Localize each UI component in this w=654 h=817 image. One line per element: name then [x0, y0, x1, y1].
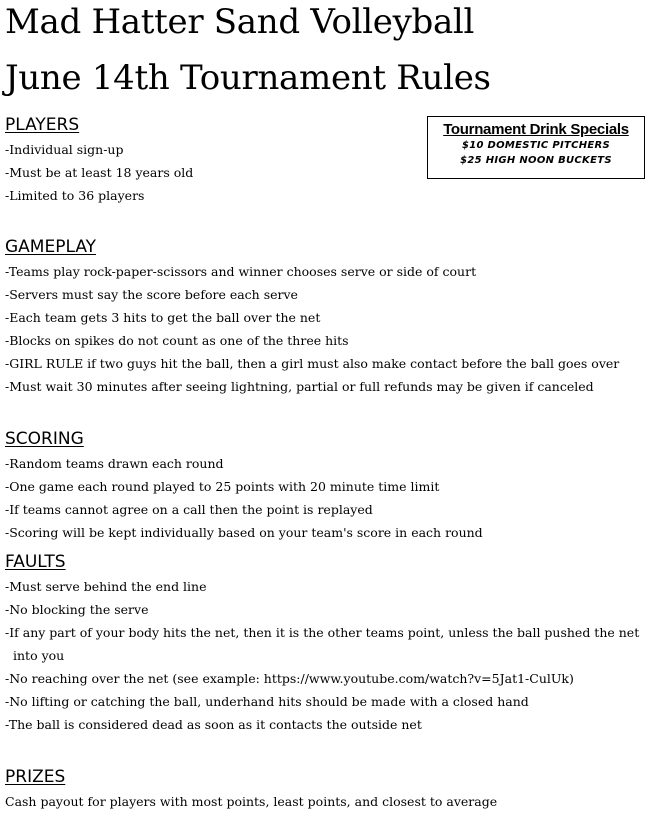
rule-item: -Teams play rock-paper-scissors and winner chooses serve or side of court	[5, 264, 477, 279]
faults-heading: FAULTS	[5, 552, 66, 572]
rule-item: -Must wait 30 minutes after seeing lightning, partial or full refunds may be given if canceled	[5, 379, 594, 394]
document-title: Mad Hatter Sand Volleyball	[5, 2, 475, 42]
rule-item: -One game each round played to 25 points with 20 minute time limit	[5, 479, 440, 494]
rule-item: -If teams cannot agree on a call then the point is replayed	[5, 502, 373, 517]
rule-item: -Must serve behind the end line	[5, 579, 207, 594]
drink-special-item: $25 HIGH NOON BUCKETS	[460, 155, 612, 166]
rule-item: -GIRL RULE if two guys hit the ball, then a girl must also make contact before the ball goes over	[5, 356, 620, 371]
rule-item: -Limited to 36 players	[5, 188, 145, 203]
rule-item: -Servers must say the score before each serve	[5, 287, 298, 302]
rule-item: -Each team gets 3 hits to get the ball over the net	[5, 310, 321, 325]
rule-item: -No blocking the serve	[5, 602, 149, 617]
rule-item: Cash payout for players with most points, least points, and closest to average	[5, 794, 498, 809]
gameplay-heading: GAMEPLAY	[5, 237, 97, 257]
gameplay-section	[5, 234, 649, 398]
prizes-heading: PRIZES	[5, 767, 66, 787]
rule-item: -The ball is considered dead as soon as it contacts the outside net	[5, 717, 422, 732]
drink-special-item: $10 DOMESTIC PITCHERS	[461, 140, 611, 151]
prizes-section	[5, 764, 649, 813]
rule-item: -No lifting or catching the ball, underhand hits should be made with a closed hand	[5, 694, 529, 709]
scoring-heading: SCORING	[5, 429, 84, 449]
rule-item: -Blocks on spikes do not count as one of the three hits	[5, 333, 349, 348]
rule-item: -Individual sign-up	[5, 142, 124, 157]
rule-item: -Random teams drawn each round	[5, 456, 224, 471]
players-section	[5, 112, 649, 207]
document-subtitle: June 14th Tournament Rules	[5, 58, 491, 98]
players-heading: PLAYERS	[5, 115, 80, 135]
rule-item: -Must be at least 18 years old	[5, 165, 194, 180]
drink-specials-title: Tournament Drink Specials	[443, 121, 629, 138]
rule-item: -No reaching over the net (see example: https://www.youtube.com/watch?v=5Jat1-CulUk)	[5, 671, 574, 686]
rule-item: -If any part of your body hits the net, then it is the other teams point, unless the ball pushed the net into you	[5, 625, 640, 663]
faults-section	[5, 549, 649, 736]
scoring-section	[5, 426, 649, 544]
rule-item: -Scoring will be kept individually based on your team's score in each round	[5, 525, 483, 540]
